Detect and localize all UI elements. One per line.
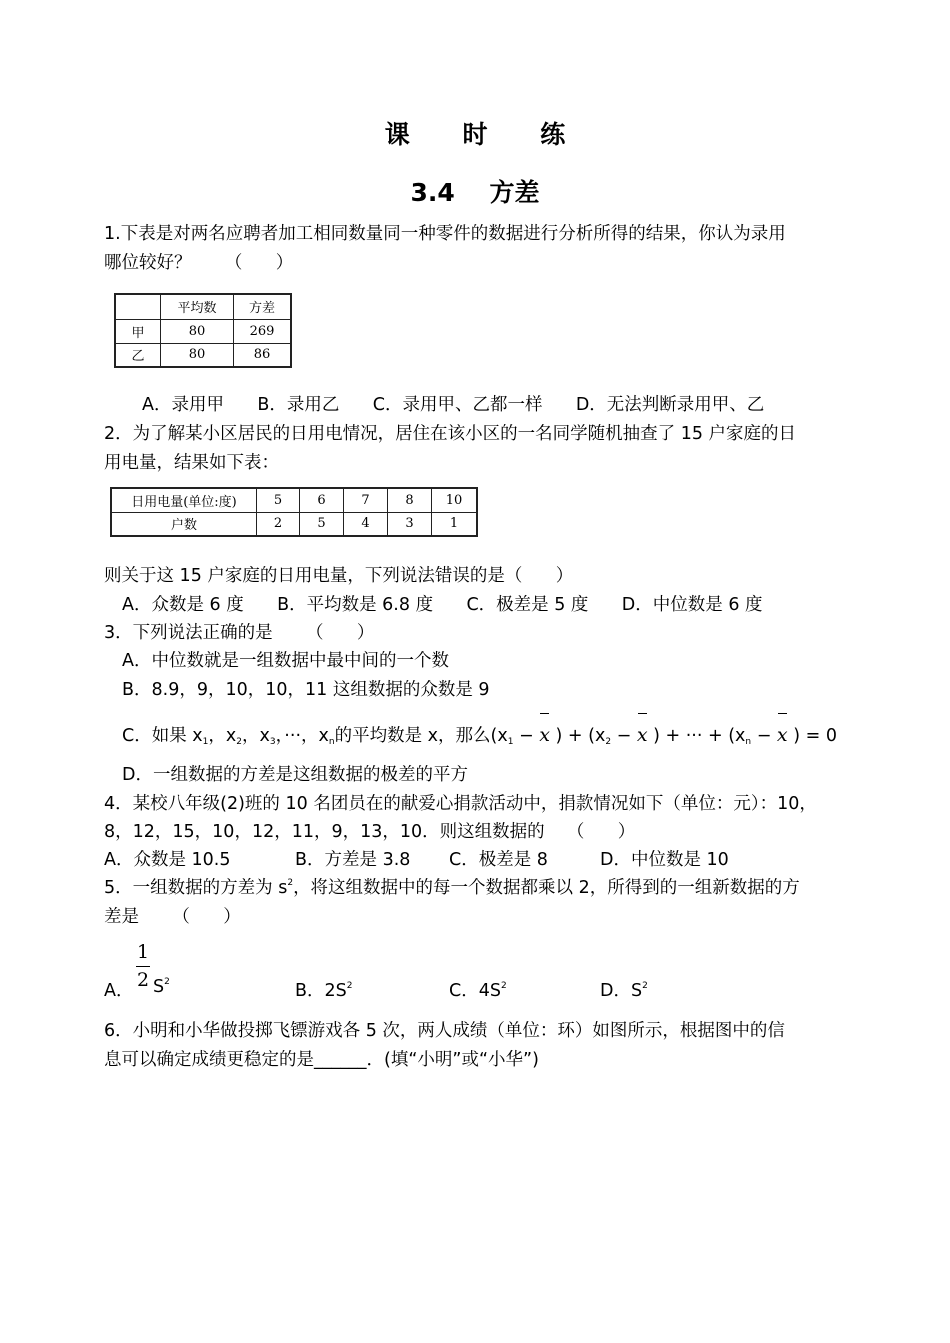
section-title: 3.4 方差 bbox=[410, 178, 540, 207]
q3-line1: 3．下列说法正确的是 （ ） bbox=[104, 623, 375, 643]
q2-question: 则关于这 15 户家庭的日用电量，下列说法错误的是（ ） bbox=[104, 566, 574, 586]
q3-option-b: B．8.9，9，10，10，11 这组数据的众数是 9 bbox=[122, 680, 490, 700]
q3-option-a: A．中位数就是一组数据中最中间的一个数 bbox=[122, 651, 449, 671]
q2-table-cell: 1 bbox=[432, 512, 478, 536]
q1-line1: 1.下表是对两名应聘者加工相同数量同一种零件的数据进行分析所得的结果，你认为录用 bbox=[104, 224, 786, 244]
q2-table-cell: 2 bbox=[257, 512, 300, 536]
q1-table-header: 方差 bbox=[234, 294, 292, 319]
q2-table-cell: 日用电量(单位:度) bbox=[111, 488, 257, 512]
q2-table-cell: 4 bbox=[344, 512, 388, 536]
q3-option-d: D．一组数据的方差是这组数据的极差的平方 bbox=[122, 765, 468, 785]
q5-line2: 差是 （ ） bbox=[104, 907, 241, 927]
q1-table-cell: 甲 bbox=[115, 319, 161, 343]
q6-line1: 6．小明和小华做投掷飞镖游戏各 5 次，两人成绩（单位：环）如图所示，根据图中的信 bbox=[104, 1021, 785, 1041]
page-title: 课 时 练 bbox=[384, 120, 588, 149]
q5-option-a: A． bbox=[104, 981, 134, 1001]
q4-option-d: D．中位数是 10 bbox=[600, 850, 729, 870]
q1-table-cell: 80 bbox=[161, 319, 234, 343]
q6-line2: 息可以确定成绩更稳定的是______．(填“小明”或“小华”) bbox=[104, 1050, 539, 1070]
q5-option-c: C．$4S^2$ bbox=[449, 981, 507, 1001]
q4-line2: 8，12，15，10，12，11，9，13，10．则这组数据的 （ ） bbox=[104, 822, 636, 842]
q1-table-cell: 269 bbox=[234, 319, 292, 343]
q2-table-cell: 8 bbox=[388, 488, 432, 512]
q2-table-cell: 6 bbox=[300, 488, 344, 512]
q2-table-cell: 户数 bbox=[111, 512, 257, 536]
fraction-numerator: 1 bbox=[137, 941, 150, 963]
x-bar-symbol: x bbox=[636, 724, 648, 746]
q3-option-c: C．如果 $x_1$，$x_2$，$x_3$，···，$x_n$的平均数是 x，那么($x_1 - x$ ) + ($x_2 - x$ ) + ··· + ($x_n - x$ ) = 0 bbox=[122, 724, 837, 747]
q4-option-c: C．极差是 8 bbox=[449, 850, 548, 870]
q1-table-cell: 86 bbox=[234, 343, 292, 367]
q4-option-b: B．方差是 3.8 bbox=[295, 850, 411, 870]
q2-table bbox=[110, 487, 478, 537]
q5-option-a-value: $S^2$ bbox=[153, 977, 170, 997]
q1-line2: 哪位较好？ （ ） bbox=[104, 253, 294, 273]
q1-table-header: 平均数 bbox=[161, 294, 234, 319]
q5-line1: 5．一组数据的方差为 $s^2$，将这组数据中的每一个数据都乘以 2，所得到的一组新数据的方 bbox=[104, 878, 800, 898]
q2-table-cell: 5 bbox=[257, 488, 300, 512]
q2-line1: 2．为了解某小区居民的日用电情况，居住在该小区的一名同学随机抽查了 15 户家庭的日 bbox=[104, 424, 797, 444]
fraction-denominator: 2 bbox=[137, 969, 150, 991]
x-bar-symbol: x bbox=[776, 724, 788, 746]
fraction-bar bbox=[136, 966, 150, 967]
q5-option-b: B．$2S^2$ bbox=[295, 981, 353, 1001]
q2-table-cell: 10 bbox=[432, 488, 478, 512]
q2-line2: 用电量，结果如下表： bbox=[104, 453, 279, 473]
q2-options: A．众数是 6 度 B．平均数是 6.8 度 C．极差是 5 度 D．中位数是 6 度 bbox=[122, 595, 763, 615]
q1-table-header bbox=[115, 294, 161, 319]
q5-option-d: D．$S^2$ bbox=[600, 981, 648, 1001]
q2-table-cell: 7 bbox=[344, 488, 388, 512]
q2-table-cell: 3 bbox=[388, 512, 432, 536]
x-bar-symbol: x bbox=[539, 724, 550, 746]
q1-table bbox=[114, 293, 292, 368]
q1-table-cell: 乙 bbox=[115, 343, 161, 367]
q2-table-cell: 5 bbox=[300, 512, 344, 536]
q1-table-cell: 80 bbox=[161, 343, 234, 367]
q4-line1: 4．某校八年级(2)班的 10 名团员在的献爱心捐款活动中，捐款情况如下（单位：元）：10， bbox=[104, 794, 817, 814]
q4-option-a: A．众数是 10.5 bbox=[104, 850, 231, 870]
q1-options: A．录用甲 B．录用乙 C．录用甲、乙都一样 D．无法判断录用甲、乙 bbox=[142, 395, 765, 415]
